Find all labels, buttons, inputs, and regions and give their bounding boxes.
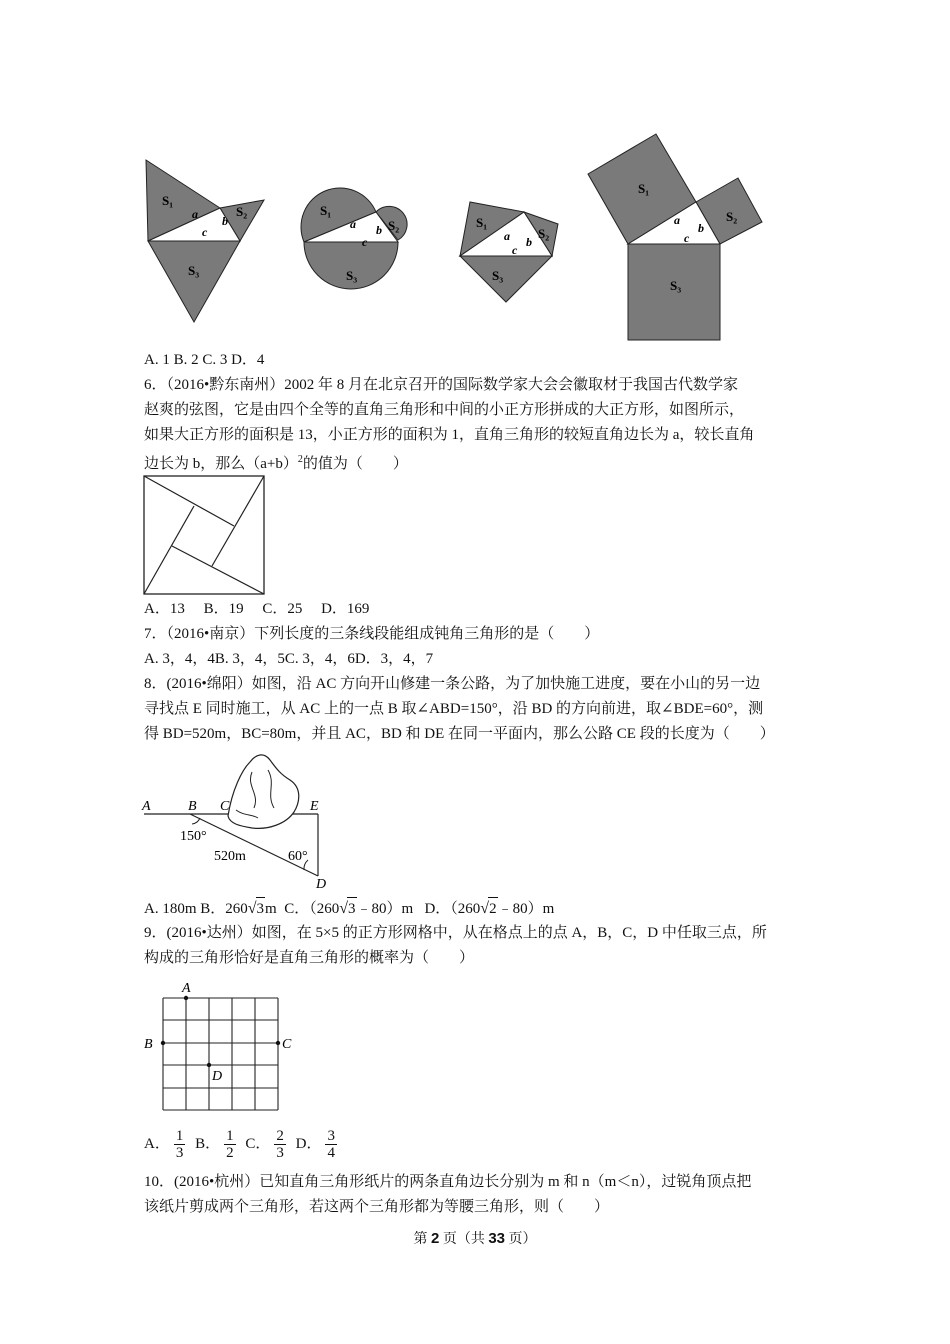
svg-text:520m: 520m [214,849,246,864]
svg-text:D: D [316,877,327,892]
svg-text:c: c [362,235,368,249]
figure-squares [588,134,762,340]
q5-options: A. 1 B. 2 C. 3 D．4 [144,352,265,368]
svg-text:c: c [512,243,518,257]
svg-text:a: a [674,213,680,227]
svg-text:B: B [144,1037,153,1052]
q6-line-4: 边长为 b，那么$(a+b)^2$的值为（ ） [144,454,408,472]
svg-text:S₃: S₃ [670,278,682,293]
label-s3: S₃ [188,263,200,278]
q6-options: A．13 B．19 C．25 D．169 [144,601,370,617]
svg-text:S₁: S₁ [638,181,650,196]
q6-line-2: 赵爽的弦图，它是由四个全等的直角三角形和中间的小正方形拼成的大正方形，如图所示， [144,402,745,418]
q10-line-2: 该纸片剪成两个三角形，若这两个三角形都为等腰三角形，则（ ） [144,1199,610,1215]
zhao-shuang-figure [142,474,266,596]
svg-text:E: E [310,799,319,814]
svg-text:S₃: S₃ [346,268,358,283]
label-s2: S₂ [236,204,248,219]
svg-text:b: b [376,223,382,237]
svg-text:A: A [142,799,151,814]
mountain-road-figure [140,750,340,892]
q9-line-1: 9．(2016•达州）如图，在 5×5 的正方形网格中，从在格点上的点 A，B，C，D 中任取三点，所 [144,925,767,941]
svg-text:S₂: S₂ [388,218,400,233]
svg-text:a: a [192,207,198,221]
svg-text:A: A [182,981,191,996]
svg-text:b: b [698,221,704,235]
q6-line-1: 6．（2016•黔东南州）2002 年 8 月在北京召开的国际数学家大会会徽取材于我国古代数学家 [144,377,739,393]
svg-text:S₃: S₃ [492,268,504,283]
pythagoras-figures [140,130,780,345]
svg-text:S₁: S₁ [320,203,332,218]
svg-text:c: c [202,225,208,239]
q6-line-3: 如果大正方形的面积是 13，小正方形的面积为 1，直角三角形的较短直角边长为 a，较长直角 [144,427,755,443]
q8-line-2: 寻找点 E 同时施工，从 AC 上的一点 B 取∠ABD=150°，沿 BD 的方向前进，取∠BDE=60°，测 [144,701,764,717]
svg-text:c: c [684,231,690,245]
svg-text:S₁: S₁ [476,215,488,230]
svg-text:b: b [526,235,532,249]
q7-options: A. 3，4，4B. 3，4，5C. 3，4，6D．3，4，7 [144,651,434,667]
figure-right-triangles [460,202,558,302]
svg-text:C: C [282,1037,292,1052]
svg-text:S₂: S₂ [726,209,738,224]
q9-line-2: 构成的三角形恰好是直角三角形的概率为（ ） [144,950,475,966]
svg-text:C: C [220,799,230,814]
q7-line: 7．（2016•南京）下列长度的三条线段能组成钝角三角形的是（ ） [144,626,600,642]
q8-line-1: 8．(2016•绵阳）如图，沿 AC 方向开山修建一条公路，为了加快施工进度，要在小山的另一边 [144,676,761,692]
q10-line-1: 10．(2016•杭州）已知直角三角形纸片的两条直角边长分别为 m 和 n（m＜n），过锐角顶点把 [144,1174,752,1190]
label-s1: S₁ [162,193,174,208]
q9-options: A． $\frac{1}{3}$ B． $\frac{1}{2}$ C． $\frac{2}{3}$ D． $\frac{3}{4}$ [144,1128,335,1162]
svg-text:B: B [188,799,197,814]
page-footer: 第 2 页（共 33 页） [413,1230,537,1247]
figure-triangles [146,160,264,322]
svg-text:D: D [212,1069,223,1084]
svg-text:S₂: S₂ [538,226,550,241]
svg-text:b: b [222,214,228,228]
svg-text:a: a [350,217,356,231]
q8-line-3: 得 BD=520m，BC=80m，并且 AC，BD 和 DE 在同一平面内，那么公路 CE 段的长度为（ ） [144,726,775,742]
svg-text:a: a [504,229,510,243]
q8-options: A. 180m B．260√3m C．（260√3﹣80）m D．（260√2﹣80）m [144,897,554,919]
figure-semicircles [301,188,407,289]
svg-text:150°: 150° [180,829,207,844]
svg-text:60°: 60° [288,849,308,864]
grid-figure [140,976,300,1116]
